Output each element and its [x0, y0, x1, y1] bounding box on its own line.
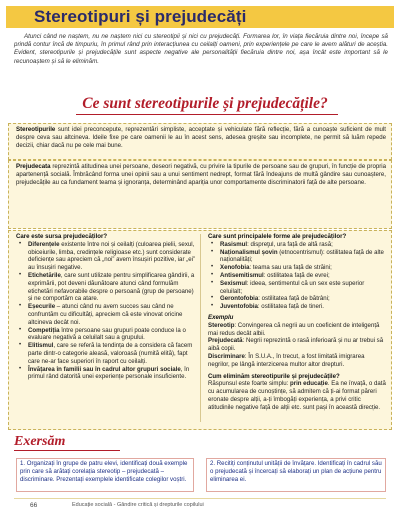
prejudice-text: reprezintă atitudinea unei persoane, deseori negativă, cu privire la tipurile de persoane sau de grupuri, în funcție de propria apartenență socială. Îmbrăcând forma unei opinii sau a unui sentiment nedrept, format fără îndeajuns de multă gândire sau cunoaștere, prejudecățile au ca fundament teama și ignoranța, determinând apariția unor comportamente discriminatorii față de alte persoane.: [16, 163, 386, 186]
bullet-icon: •: [211, 295, 214, 302]
title-bar: [6, 6, 394, 28]
item-text: între persoane sau grupuri poate conduce la o evaluare negativă a celuilalt sau a grupului.: [28, 326, 186, 342]
item-term: Antisemitismul: [220, 271, 264, 279]
item-text: (etnocentrismul): ostilitatea față de alte naționalități;: [220, 248, 384, 264]
bullet-icon: •: [19, 271, 22, 278]
list-item: [16, 366, 196, 382]
page-number: 66: [30, 502, 38, 509]
example-stereotype: [208, 322, 386, 338]
bullet-icon: •: [211, 271, 214, 278]
bullet-icon: •: [211, 279, 214, 286]
bullet-icon: •: [211, 248, 214, 255]
item-text: , care se referă la tendința de a considera că facem parte dintr-o categorie aleasă, valoroasă (numită elită), fapt care ne-ar face superiori în raport cu ceilalți.: [28, 342, 193, 365]
stereotype-definition: [16, 126, 386, 150]
prejudice-definition: [16, 163, 386, 187]
footer-text: Educație socială - Gândire critică și drepturile copilului: [72, 502, 204, 508]
bullet-icon: •: [19, 240, 22, 247]
list-item: [16, 241, 196, 272]
example-discrimination: [208, 353, 386, 369]
exercise-2-text: 2. Recitiți conținutul unității de învățare. Identificați în cadrul său o prejudecată și încercați să elaborați un plan de acțiune pentru eliminarea ei.: [210, 460, 382, 483]
eliminate-post: . Ea ne învață, o dată cu acumularea de cunoștințe, să admitem că ți-ai format păreri eronate despre alții, a-ți îmbogăți experiența, a privi critic atitudinile negative față de alții etc. sunt pași în această direcție.: [208, 380, 386, 411]
stereotype-text: sunt idei preconcepute, reprezentări simpliste, acceptate și vehiculate fără reflecție, fără a cunoaște suficient de mult despre ceva sau altcineva. Ideile fixe pe care oamenii le au în acest sens, adesea greșite sau incomplete, ne permit să luăm repede decizii, chiar dacă nu pe cele mai bune.: [16, 126, 386, 149]
item-text: : ostilitatea față de bătrâni;: [258, 295, 330, 303]
list-item: [16, 342, 196, 365]
section-heading: Ce sunt stereotipurile și prejudecățile?: [82, 95, 328, 112]
list-item: [208, 249, 386, 265]
stereotype-term: Stereotipurile: [16, 126, 56, 133]
example-term: Discriminare: [208, 352, 245, 360]
item-text: , care sunt utilizate pentru simplificarea gândirii, a exprimării, pot deveni dăunătoare atunci când formulăm etichetări nefavorabile despre o persoană (grup de persoane) și ne comportăm ca atare.: [28, 271, 195, 303]
bullet-icon: •: [19, 326, 22, 333]
forms-list: [208, 241, 386, 311]
eliminate-term: prin educație: [289, 380, 328, 388]
sources-heading: Care este sursa prejudecăților?: [16, 233, 108, 240]
bullet-icon: •: [19, 342, 22, 349]
item-term: Elitismul: [28, 342, 54, 350]
list-item: [208, 303, 386, 311]
intro-paragraph: Atunci când ne naștem, nu ne naștem nici cu stereotipii și nici cu prejudecăți. Formarea lor, în viața fiecăruia dintre noi, începe să prindă contur încă de timpuriu, în primul rând prin interacțiunea cu ceilalți oameni, prin experiențele pe care le avem alături de aceștia. Evident, stereotipurile și prejudecățile sunt aspecte negative ale personalității fiecăruia dintre noi, așa încât este important să le recunoaștem și să le eliminăm.: [14, 33, 388, 65]
bullet-icon: •: [211, 264, 214, 271]
eliminate-pre: Răspunsul este foarte simplu:: [208, 380, 290, 388]
exercises-heading: Exersăm: [14, 434, 66, 449]
example-text: : Negrii reprezintă o rasă inferioară și nu ar trebui să aibă copii.: [208, 337, 384, 353]
item-text: : ostilitatea față de evrei;: [263, 271, 330, 279]
list-item: [16, 327, 196, 343]
item-term: Învățarea în familii sau în cadrul altor grupuri sociale: [28, 365, 181, 373]
item-text: – atunci când nu avem succes sau când ne confruntăm cu dificultăți, apreciem că este vinovat oricine altcineva decât noi.: [28, 303, 183, 326]
list-item: [208, 295, 386, 303]
bullet-icon: •: [19, 303, 22, 310]
footer-rule: [14, 498, 386, 499]
example-text: : În S.U.A., în trecut, a fost limitată imigrarea negrilor, pe lângă interzicerea multor altor drepturi.: [208, 352, 365, 368]
example-heading: Exemplu: [208, 313, 234, 321]
column-divider: [200, 234, 201, 422]
list-item: [208, 280, 386, 296]
item-term: Diferențele: [28, 240, 60, 248]
page-title: Stereotipuri și prejudecăți: [34, 7, 247, 26]
item-term: Juventofobia: [220, 303, 258, 311]
exercise-1-text: 1. Organizați în grupe de patru elevi, identificați două exemple prin care să arătați corelația stereotip – prejudecată – discriminare. Prezentați exemplele identificate colegilor voștri.: [20, 460, 188, 483]
example-text: : Convingerea că negrii au un coeficient de inteligență mai redus decât albii.: [208, 321, 380, 337]
item-text: existente între noi și ceilalți (culoarea pielii, sexul, obiceiurile, limba, credințele religioase etc.) sunt considerate deficiențe sau apreciem că „noi” avem însușiri pozitive, iar „ei” au însușiri negative.: [28, 240, 195, 272]
item-term: Xenofobia: [220, 264, 250, 272]
bullet-icon: •: [19, 365, 22, 372]
item-term: Rasismul: [220, 240, 248, 248]
item-text: : ideea, sentimentul că un sex este superior celuilalt;: [220, 279, 365, 295]
list-item: [16, 303, 196, 326]
bullet-icon: •: [211, 303, 214, 310]
list-item: [16, 272, 196, 303]
list-item: [208, 272, 386, 280]
list-item: [208, 241, 386, 249]
example-term: Prejudecată: [208, 337, 243, 345]
prejudice-term: Prejudecata: [16, 163, 51, 170]
item-term: Competiția: [28, 326, 60, 334]
item-term: Sexismul: [220, 279, 247, 287]
forms-column: [208, 233, 386, 412]
example-prejudice: [208, 337, 386, 353]
item-term: Naționalismul șovin: [220, 248, 278, 256]
item-text: , în primul rând datorită unei experiențe personale insuficiente.: [28, 365, 190, 381]
section-heading-underline: [76, 114, 338, 115]
item-term: Etichetările: [28, 271, 61, 279]
bullet-icon: •: [211, 240, 214, 247]
list-item: [208, 264, 386, 272]
sources-column: [16, 233, 196, 381]
example-term: Stereotip: [208, 321, 235, 329]
item-text: : dispreţul, ura față de altă rasă;: [247, 240, 333, 248]
eliminate-text: [208, 380, 386, 411]
item-term: Gerontofobia: [220, 295, 259, 303]
item-term: Eșecurile: [28, 303, 56, 311]
exercises-underline: [14, 450, 120, 451]
forms-heading: Care sunt principalele forme ale prejudecăților?: [208, 233, 347, 240]
item-text: : teama sau ura față de străini;: [249, 264, 332, 272]
sources-list: [16, 241, 196, 381]
item-text: : ostilitatea față de tineri.: [257, 303, 324, 311]
eliminate-heading: Cum eliminăm stereotipurile și prejudecățile?: [208, 372, 340, 380]
